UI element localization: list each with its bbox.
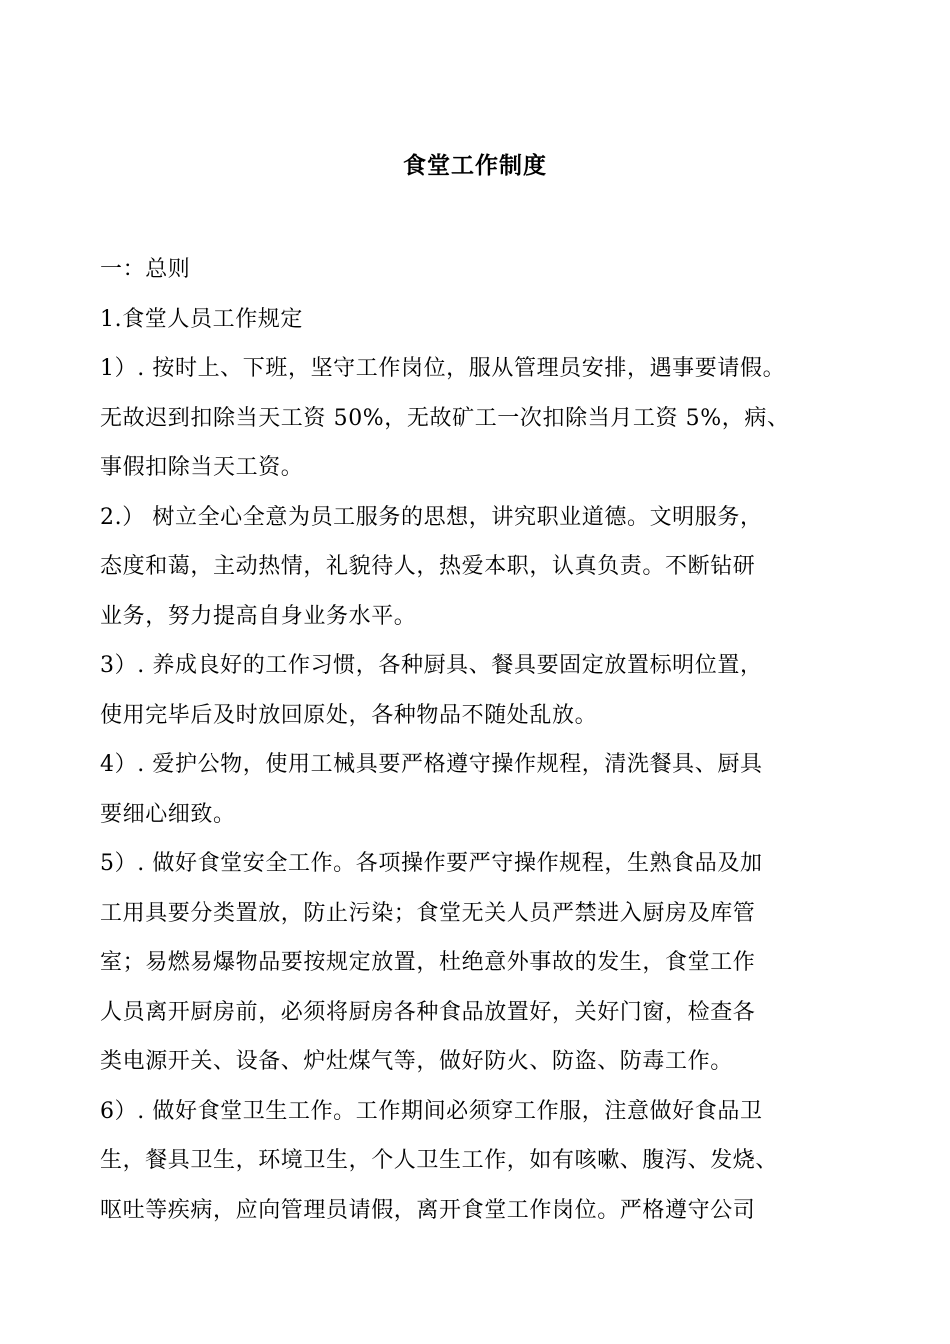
text-line: 5）. 做好食堂安全工作。各项操作要严守操作规程，生熟食品及加 [100, 851, 763, 876]
text-line: 类电源开关、设备、炉灶煤气等，做好防火、防盗、防毒工作。 [100, 1049, 733, 1074]
text-line: 室；易燃易爆物品要按规定放置，杜绝意外事故的发生，食堂工作 [100, 950, 756, 975]
subsection-heading: 1.食堂人员工作规定 [100, 306, 303, 332]
text-line: 要细心细致。 [100, 801, 236, 827]
text-line: 业务，努力提高自身业务水平。 [100, 603, 417, 629]
text-line: 3）. 养成良好的工作习惯，各种厨具、餐具要固定放置标明位置， [100, 653, 763, 678]
text-line: 6）. 做好食堂卫生工作。工作期间必须穿工作服，注意做好食品卫 [100, 1098, 763, 1124]
text-line: 呕吐等疾病，应向管理员请假，离开食堂工作岗位。严格遵守公司 [100, 1197, 756, 1223]
text-line: 无故迟到扣除当天工资 50%，无故矿工一次扣除当月工资 5%，病、 [100, 405, 790, 431]
text-line: 2.） 树立全心全意为员工服务的思想，讲究职业道德。文明服务， [100, 504, 763, 530]
text-line: 使用完毕后及时放回原处，各种物品不随处乱放。 [100, 702, 598, 728]
section-heading: 一：总则 [100, 257, 191, 282]
text-line: 4）. 爱护公物，使用工械具要严格遵守操作规程，清洗餐具、厨具 [100, 752, 763, 777]
text-line: 态度和蔼，主动热情，礼貌待人，热爱本职，认真负责。不断钻研 [100, 554, 756, 579]
text-line: 工用具要分类置放，防止污染；食堂无关人员严禁进入厨房及库管 [100, 900, 756, 926]
text-line: 事假扣除当天工资。 [100, 455, 304, 480]
document-title: 食堂工作制度 [403, 153, 547, 179]
text-line: 1）. 按时上、下班，坚守工作岗位，服从管理员安排，遇事要请假。 [100, 356, 786, 381]
document-body [100, 245, 890, 1235]
text-line: 生，餐具卫生，环境卫生，个人卫生工作，如有咳嗽、腹泻、发烧、 [100, 1148, 779, 1173]
text-line: 人员离开厨房前，必须将厨房各种食品放置好，关好门窗，检查各 [100, 999, 756, 1025]
